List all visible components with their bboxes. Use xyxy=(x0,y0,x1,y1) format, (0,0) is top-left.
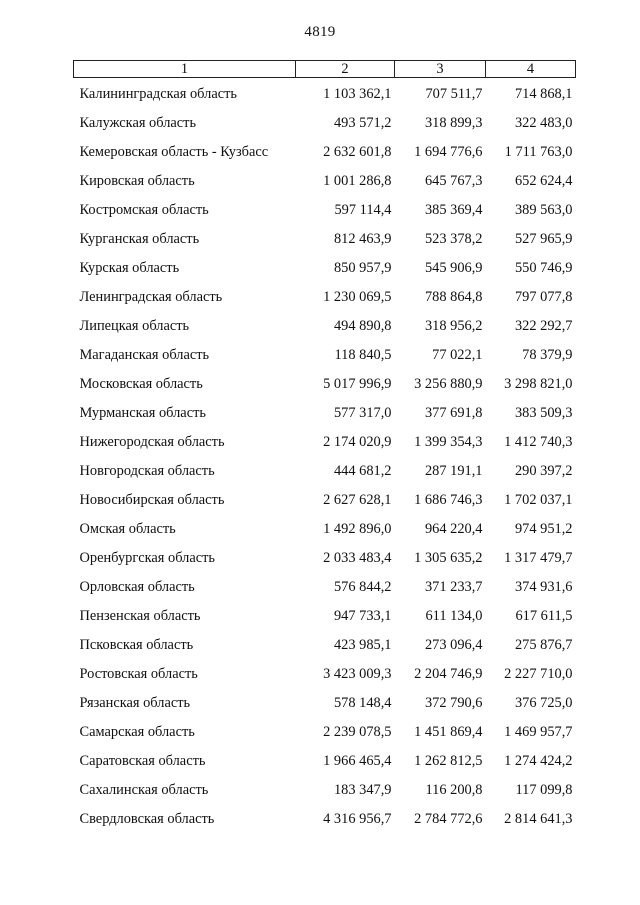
value-cell-col-4: 1 469 957,7 xyxy=(504,724,573,740)
table-row xyxy=(74,631,576,660)
value-cell-col-4: 974 951,2 xyxy=(514,521,573,537)
region-name-cell: Костромская область xyxy=(79,202,209,218)
region-name-cell: Новосибирская область xyxy=(79,492,225,508)
column-header-2: 2 xyxy=(296,61,395,78)
value-cell-col-4: 1 702 037,1 xyxy=(504,492,573,508)
value-cell-col-3: 287 191,1 xyxy=(424,463,483,479)
table-row xyxy=(74,341,576,370)
table-row xyxy=(74,805,576,834)
value-cell-col-2: 2 033 483,4 xyxy=(323,550,392,566)
table-row xyxy=(74,196,576,225)
value-cell-col-2: 1 966 465,4 xyxy=(323,753,392,769)
region-name-cell: Омская область xyxy=(79,521,176,537)
table-row xyxy=(74,660,576,689)
table-row xyxy=(74,776,576,805)
value-cell-col-4: 117 099,8 xyxy=(515,782,573,798)
table-row xyxy=(74,718,576,747)
column-header-3: 3 xyxy=(395,61,486,78)
table-row xyxy=(74,515,576,544)
value-cell-col-4: 617 611,5 xyxy=(515,608,573,624)
value-cell-col-3: 1 694 776,6 xyxy=(414,144,483,160)
value-cell-col-4: 527 965,9 xyxy=(514,231,573,247)
table-row xyxy=(74,602,576,631)
value-cell-col-3: 1 262 812,5 xyxy=(414,753,483,769)
value-cell-col-4: 714 868,1 xyxy=(514,86,573,102)
value-cell-col-4: 1 274 424,2 xyxy=(504,753,573,769)
value-cell-col-2: 1 230 069,5 xyxy=(323,289,392,305)
value-cell-col-4: 550 746,9 xyxy=(514,260,573,276)
value-cell-col-2: 578 148,4 xyxy=(333,695,392,711)
value-cell-col-3: 707 511,7 xyxy=(425,86,483,102)
value-cell-col-3: 3 256 880,9 xyxy=(414,376,483,392)
table-body xyxy=(74,78,576,835)
value-cell-col-4: 376 725,0 xyxy=(514,695,573,711)
value-cell-col-4: 2 814 641,3 xyxy=(504,811,573,827)
value-cell-col-3: 318 899,3 xyxy=(424,115,483,131)
table-row xyxy=(74,457,576,486)
table-row xyxy=(74,78,576,110)
table-row xyxy=(74,573,576,602)
value-cell-col-2: 812 463,9 xyxy=(333,231,392,247)
table-row xyxy=(74,399,576,428)
value-cell-col-2: 850 957,9 xyxy=(333,260,392,276)
page-number: 4819 xyxy=(304,24,336,40)
region-name-cell: Оренбургская область xyxy=(79,550,215,566)
region-name-cell: Рязанская область xyxy=(79,695,191,711)
value-cell-col-3: 1 686 746,3 xyxy=(414,492,483,508)
value-cell-col-4: 290 397,2 xyxy=(514,463,573,479)
value-cell-col-2: 183 347,9 xyxy=(333,782,392,798)
value-cell-col-3: 545 906,9 xyxy=(424,260,483,276)
region-name-cell: Липецкая область xyxy=(79,318,190,334)
value-cell-col-4: 797 077,8 xyxy=(514,289,573,305)
region-name-cell: Калининградская область xyxy=(79,86,237,102)
region-name-cell: Мурманская область xyxy=(79,405,206,421)
value-cell-col-4: 1 317 479,7 xyxy=(504,550,573,566)
region-name-cell: Нижегородская область xyxy=(79,434,225,450)
region-name-cell: Курская область xyxy=(79,260,180,276)
table-row xyxy=(74,428,576,457)
region-name-cell: Новгородская область xyxy=(79,463,215,479)
value-cell-col-3: 273 096,4 xyxy=(424,637,483,653)
region-name-cell: Свердловская область xyxy=(79,811,215,827)
region-name-cell: Магаданская область xyxy=(79,347,210,363)
table-row xyxy=(74,254,576,283)
value-cell-col-4: 322 292,7 xyxy=(514,318,573,334)
table-row xyxy=(74,109,576,138)
value-cell-col-4: 374 931,6 xyxy=(514,579,573,595)
region-name-cell: Кировская область xyxy=(79,173,195,189)
table-row xyxy=(74,747,576,776)
value-cell-col-4: 1 412 740,3 xyxy=(504,434,573,450)
value-cell-col-3: 1 399 354,3 xyxy=(414,434,483,450)
value-cell-col-3: 611 134,0 xyxy=(425,608,483,624)
value-cell-col-3: 2 204 746,9 xyxy=(414,666,483,682)
value-cell-col-4: 3 298 821,0 xyxy=(504,376,573,392)
value-cell-col-2: 947 733,1 xyxy=(333,608,392,624)
region-name-cell: Московская область xyxy=(79,376,203,392)
value-cell-col-2: 1 103 362,1 xyxy=(323,86,392,102)
value-cell-col-2: 1 001 286,8 xyxy=(323,173,392,189)
region-name-cell: Псковская область xyxy=(79,637,194,653)
value-cell-col-4: 2 227 710,0 xyxy=(504,666,573,682)
value-cell-col-2: 5 017 996,9 xyxy=(323,376,392,392)
value-cell-col-4: 652 624,4 xyxy=(514,173,573,189)
region-name-cell: Самарская область xyxy=(79,724,195,740)
region-name-cell: Саратовская область xyxy=(79,753,206,769)
region-name-cell: Пензенская область xyxy=(79,608,201,624)
regions-table xyxy=(73,60,576,834)
column-header-4: 4 xyxy=(486,61,576,78)
value-cell-col-2: 597 114,4 xyxy=(334,202,392,218)
table-row xyxy=(74,689,576,718)
table-row xyxy=(74,225,576,254)
region-name-cell: Сахалинская область xyxy=(79,782,209,798)
value-cell-col-3: 1 305 635,2 xyxy=(414,550,483,566)
table-row xyxy=(74,370,576,399)
value-cell-col-4: 78 379,9 xyxy=(522,347,573,363)
table-row xyxy=(74,138,576,167)
value-cell-col-3: 372 790,6 xyxy=(424,695,483,711)
region-name-cell: Ростовская область xyxy=(79,666,198,682)
header-row xyxy=(74,61,576,78)
value-cell-col-3: 77 022,1 xyxy=(432,347,483,363)
value-cell-col-2: 118 840,5 xyxy=(334,347,392,363)
value-cell-col-4: 275 876,7 xyxy=(514,637,573,653)
region-name-cell: Курганская область xyxy=(79,231,200,247)
value-cell-col-2: 577 317,0 xyxy=(333,405,392,421)
value-cell-col-3: 788 864,8 xyxy=(424,289,483,305)
value-cell-col-3: 645 767,3 xyxy=(424,173,483,189)
value-cell-col-2: 423 985,1 xyxy=(333,637,392,653)
value-cell-col-3: 385 369,4 xyxy=(424,202,483,218)
region-name-cell: Кемеровская область - Кузбасс xyxy=(79,144,269,160)
value-cell-col-2: 493 571,2 xyxy=(333,115,392,131)
value-cell-col-3: 116 200,8 xyxy=(425,782,483,798)
value-cell-col-2: 2 632 601,8 xyxy=(323,144,392,160)
value-cell-col-4: 389 563,0 xyxy=(514,202,573,218)
value-cell-col-2: 2 239 078,5 xyxy=(323,724,392,740)
value-cell-col-3: 523 378,2 xyxy=(424,231,483,247)
value-cell-col-3: 2 784 772,6 xyxy=(414,811,483,827)
value-cell-col-3: 377 691,8 xyxy=(424,405,483,421)
value-cell-col-2: 2 627 628,1 xyxy=(323,492,392,508)
table-row xyxy=(74,283,576,312)
value-cell-col-4: 1 711 763,0 xyxy=(504,144,573,160)
value-cell-col-3: 964 220,4 xyxy=(424,521,483,537)
table-row xyxy=(74,544,576,573)
value-cell-col-2: 2 174 020,9 xyxy=(323,434,392,450)
value-cell-col-4: 322 483,0 xyxy=(514,115,573,131)
value-cell-col-2: 576 844,2 xyxy=(333,579,392,595)
value-cell-col-3: 318 956,2 xyxy=(424,318,483,334)
value-cell-col-2: 494 890,8 xyxy=(333,318,392,334)
table-row xyxy=(74,167,576,196)
table-row xyxy=(74,312,576,341)
value-cell-col-2: 1 492 896,0 xyxy=(323,521,392,537)
value-cell-col-4: 383 509,3 xyxy=(514,405,573,421)
value-cell-col-3: 1 451 869,4 xyxy=(414,724,483,740)
value-cell-col-2: 444 681,2 xyxy=(333,463,392,479)
value-cell-col-3: 371 233,7 xyxy=(424,579,483,595)
region-name-cell: Калужская область xyxy=(79,115,197,131)
column-header-1: 1 xyxy=(74,61,296,78)
region-name-cell: Орловская область xyxy=(79,579,195,595)
region-name-cell: Ленинградская область xyxy=(79,289,223,305)
value-cell-col-2: 3 423 009,3 xyxy=(323,666,392,682)
table-row xyxy=(74,486,576,515)
value-cell-col-2: 4 316 956,7 xyxy=(323,811,392,827)
table-header xyxy=(74,61,576,78)
